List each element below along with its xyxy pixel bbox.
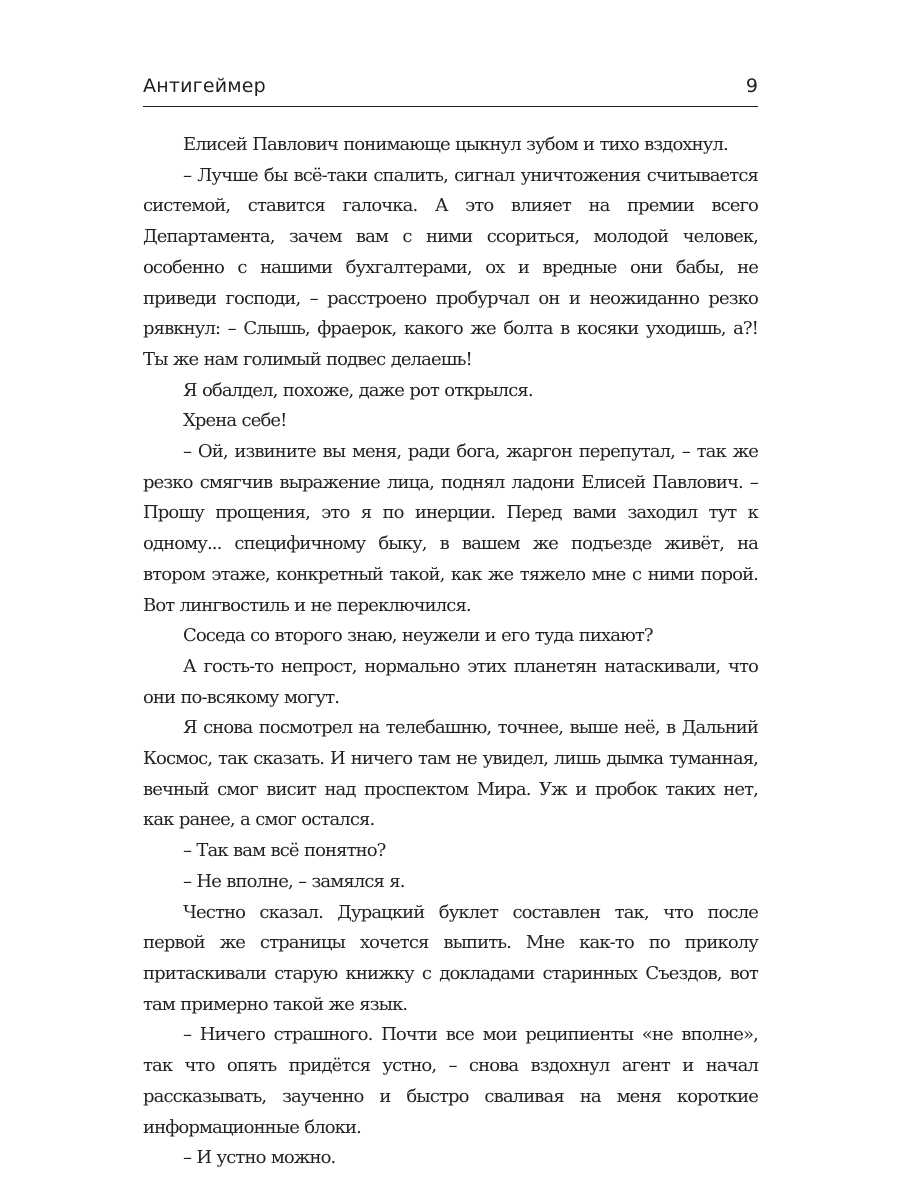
paragraph: Я обалдел, похоже, даже рот открылся. bbox=[183, 379, 533, 401]
paragraph: Честно сказал. Дурацкий буклет составлен так, что после первой же страницы хочется выпить. Мне как-то по приколу притаскивали старую книжку с докладами старинных Съездов, вот там примерно такой же язык. bbox=[143, 901, 758, 1015]
running-title: Антигеймер bbox=[143, 75, 266, 97]
paragraph: Я снова посмотрел на телебашню, точнее, выше неё, в Дальний Космос, так сказать. И ничего там не увидел, лишь дымка туманная, вечный смог висит над проспектом Мира. Уж и пробок таких нет, как ранее, а смог остался. bbox=[143, 717, 758, 831]
paragraph: – Лучше бы всё-таки спалить, сигнал уничтожения считывается системой, ставится галочка. А это влияет на премии всего Департамента, зачем вам с ними ссориться, молодой человек, особенно с нашими бухгалтерами, ох и вредные они бабы, не приведи господи, – расстроено пробурчал он и неожиданно резко рявкнул: – Слышь, фраерок, какого же болта в косяки уходишь, а?! Ты же нам голимый подвес делаешь! bbox=[143, 164, 758, 370]
paragraph: – Ничего страшного. Почти все мои реципиенты «не вполне», так что опять придётся устно, – снова вздохнул агент и начал рассказывать, заученно и быстро сваливая на меня короткие информационные блоки. bbox=[143, 1024, 758, 1138]
page-header bbox=[143, 74, 758, 106]
paragraph: Елисей Павлович понимающе цыкнул зубом и тихо вздохнул. bbox=[183, 134, 728, 155]
text-body bbox=[143, 130, 758, 1174]
paragraph: – Так вам всё понятно? bbox=[183, 840, 386, 862]
paragraph: – Ой, извините вы меня, ради бога, жаргон перепутал, – так же резко смягчив выражение лица, поднял ладони Елисей Павлович. – Прошу прощения, это я по инерции. Перед вами заходил тут к одному... специфичному быку, в вашем же подъезде живёт, на втором этаже, конкретный такой, как же тяжело мне с ними порой. Вот лингвостиль и не переключился. bbox=[143, 441, 758, 616]
page-number: 9 bbox=[745, 75, 758, 97]
paragraph: Хрена себе! bbox=[183, 410, 287, 432]
paragraph: – И устно можно. bbox=[183, 1147, 336, 1169]
paragraph: – Не вполне, – замялся я. bbox=[183, 870, 405, 892]
paragraph: Соседа со второго знаю, неужели и его туда пихают? bbox=[183, 625, 653, 647]
header-divider bbox=[143, 106, 758, 107]
paragraph: А гость-то непрост, нормально этих планетян натаскивали, что они по-всякому могут. bbox=[143, 655, 758, 708]
